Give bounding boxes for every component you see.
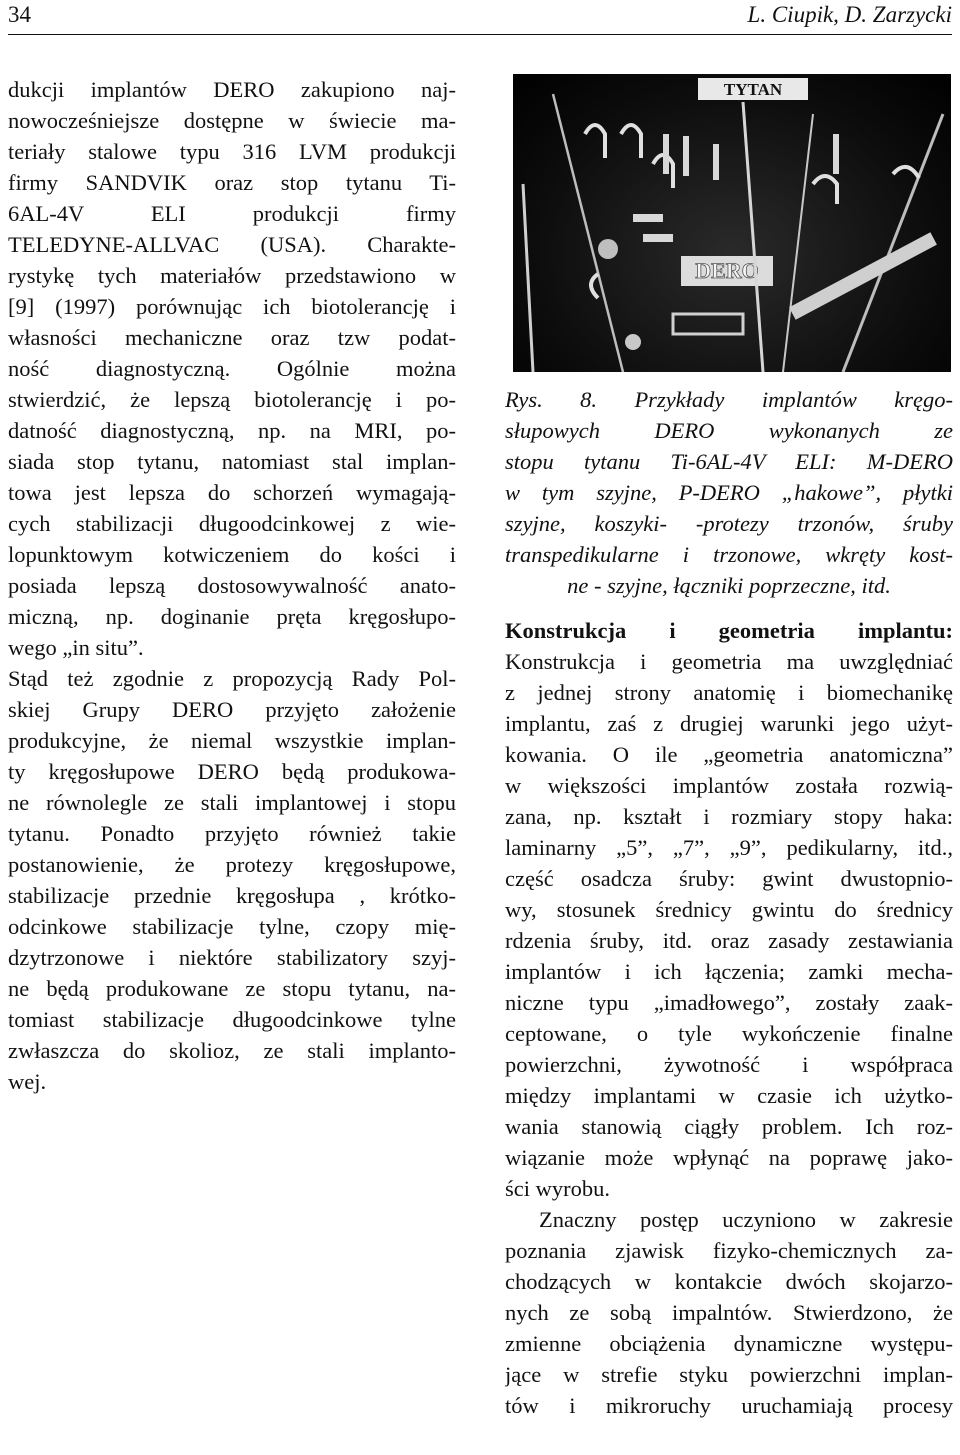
body-text-line: zwłaszcza do skolioz, ze stali implanto- [8,1038,456,1063]
paragraph-2 [505,1204,953,1421]
hook-1 [585,125,605,158]
caption-line: słupowych DERO wykonanych ze [505,418,953,443]
tytan-label-text: TYTAN [723,80,783,99]
body-text-line: tów i mikroruchy uruchamiają procesy [505,1393,953,1418]
body-text-line: w większości implantów została rozwią- [505,773,953,798]
body-text-line: implantu, zaś z drugiej warunki jego użyt- [505,711,953,736]
hook-4 [813,176,837,204]
body-text-line: własności mechaniczne oraz tzw podat- [8,325,456,350]
body-text-line: Stąd też zgodnie z propozycją Rady Pol- [8,666,456,691]
body-text-line: nych ze sobą impalntów. Stwierdzono, że [505,1300,953,1325]
connector-2 [625,334,641,350]
body-text-line: stabilizacje przednie kręgosłupa , krótko- [8,883,456,908]
body-text-line: ceptowane, o tyle wykończenie finalne [505,1021,953,1046]
right-column [505,74,953,1421]
body-text-line: nowocześniejsze dostępne w świecie ma- [8,108,456,133]
body-text-line: między implantami w czasie ich użytko- [505,1083,953,1108]
implant-photo-illustration [513,74,951,372]
body-text-line: kowania. O ile „geometria anatomiczna” [505,742,953,767]
body-text-line: stwierdzić, że lepszą biotolerancję i po- [8,387,456,412]
body-text-line: ne będą produkowane ze stopu tytanu, na- [8,976,456,1001]
caption-line: Rys. 8. Przykłady implantów kręgo- [505,387,953,412]
screw-6 [643,234,673,242]
rod-3 [743,102,763,372]
body-text-line: dzytrzonowe i niektóre stabilizatory szyj- [8,945,456,970]
body-text-line: tomiast stabilizacje długoodcinkowe tylne [8,1007,456,1032]
body-text-line: rystykę tych materiałów przedstawiono w [8,263,456,288]
body-text-line: część osadcza śruby: gwint dwustopnio- [505,866,953,891]
screw-3 [713,144,719,180]
implant-photo [513,74,951,372]
hook-5 [591,274,598,298]
body-text-line: wania stanowią ciągły problem. Ich roz- [505,1114,953,1139]
body-text-line: zana, np. kształt i rozmiary stopy haka: [505,804,953,829]
body-text-line: odcinkowe stabilizacje tylne, czopy mię- [8,914,456,939]
cervical-plate [789,232,937,319]
body-text-line: datność diagnostyczną, np. na MRI, po- [8,418,456,443]
body-text-line: chodzących w kontakcie dwóch skojarzo- [505,1269,953,1294]
running-head: L. Ciupik, D. Zarzycki [747,2,952,27]
body-text-line: cych stabilizacji długoodcinkowej z wie- [8,511,456,536]
body-text-line: zmienne obciążenia dynamiczne występu- [505,1331,953,1356]
body-text-line: siada stop tytanu, natomiast stal implan- [8,449,456,474]
body-text-line: ność diagnostyczną. Ogólnie można [8,356,456,381]
hook-2 [621,125,641,158]
caption-line: ne - szyjne, łączniki poprzeczne, itd. [567,573,891,598]
body-text-line: tytanu. Ponadto przyjęto również takie [8,821,456,846]
body-text-line: lopunktowym kotwiczeniem do kości i [8,542,456,567]
body-text-line: rdzenia śruby, itd. oraz zasady zestawiania [505,928,953,953]
paragraph-1 [505,646,953,1204]
body-text-line: postanowienie, że protezy kręgosłupowe, [8,852,456,877]
body-text-line: wy, stosunek średnicy gwintu do średnicy [505,897,953,922]
caption-line: w tym szyjne, P-DERO „hakowe”, płytki [505,480,953,505]
screw-1 [663,134,669,174]
rod-2 [553,94,623,372]
header-rule [8,34,952,35]
body-text-line: niczne typu „imadłowego”, zostały zaak- [505,990,953,1015]
body-text-line: ne równolegle ze stali implantowej i stopu [8,790,456,815]
body-text-line: poznania zjawisk fizyko-chemicznych za- [505,1238,953,1263]
body-text-line: [9] (1997) porównując ich biotolerancję i [8,294,456,319]
body-text-line: skiej Grupy DERO przyjęto założenie [8,697,456,722]
body-text-line: miczną, np. doginanie pręta kręgosłupo- [8,604,456,629]
body-text-line: wego „in situ”. [8,635,144,660]
body-text-line: laminarny „5”, „7”, „9”, pedikularny, itd., [505,835,953,860]
cage-implant [673,314,743,334]
connector-1 [598,239,618,259]
body-text-line: towa jest lepsza do schorzeń wymagają- [8,480,456,505]
caption-line: szyjne, koszyki- -protezy trzonów, śruby [505,511,953,536]
body-text-line: dukcji implantów DERO zakupiono naj- [8,77,456,102]
dero-label-text: DERO [695,258,759,283]
body-text-line: powierzchni, żywotność i współpraca [505,1052,953,1077]
body-text-line: posiada lepszą dostosowywalność anato- [8,573,456,598]
body-text-line: Znaczny postęp uczyniono w zakresie [539,1207,953,1232]
figure-caption [505,384,953,601]
body-text-line: wiązanie może wpłynąć na poprawę jako- [505,1145,953,1170]
screw-5 [633,214,663,222]
body-text-line: Konstrukcja i geometria ma uwzględniać [505,649,953,674]
body-text-line: z jednej strony anatomię i biomechanikę [505,680,953,705]
body-text-line: 6AL-4V ELI produkcji firmy [8,201,456,226]
caption-line: stopu tytanu Ti-6AL-4V ELI: M-DERO [505,449,953,474]
body-text-line: ści wyrobu. [505,1176,610,1201]
screw-2 [683,136,689,176]
page-header [8,0,952,34]
rod-1 [523,184,533,372]
rod-4 [783,114,813,372]
caption-line: transpedikularne i trzonowe, wkręty kost- [505,542,953,567]
body-text-line: TELEDYNE-ALLVAC (USA). Charakte- [8,232,456,257]
body-text-line: firmy SANDVIK oraz stop tytanu Ti- [8,170,456,195]
left-column [8,74,456,1097]
body-text-line: wej. [8,1069,47,1094]
hook-6 [893,167,919,178]
body-text-line: ty kręgosłupowe DERO będą produkowa- [8,759,456,784]
body-text-line: produkcyjne, że niemal wszystkie implan- [8,728,456,753]
page-number: 34 [8,2,31,27]
section-heading: Konstrukcja i geometria implantu: [505,618,953,643]
body-text-line: jące w strefie styku powierzchni implan- [505,1362,953,1387]
screw-4 [833,134,839,174]
body-text-line: teriały stalowe typu 316 LVM produkcji [8,139,456,164]
body-text-line: implantów i ich łączenia; zamki mecha- [505,959,953,984]
